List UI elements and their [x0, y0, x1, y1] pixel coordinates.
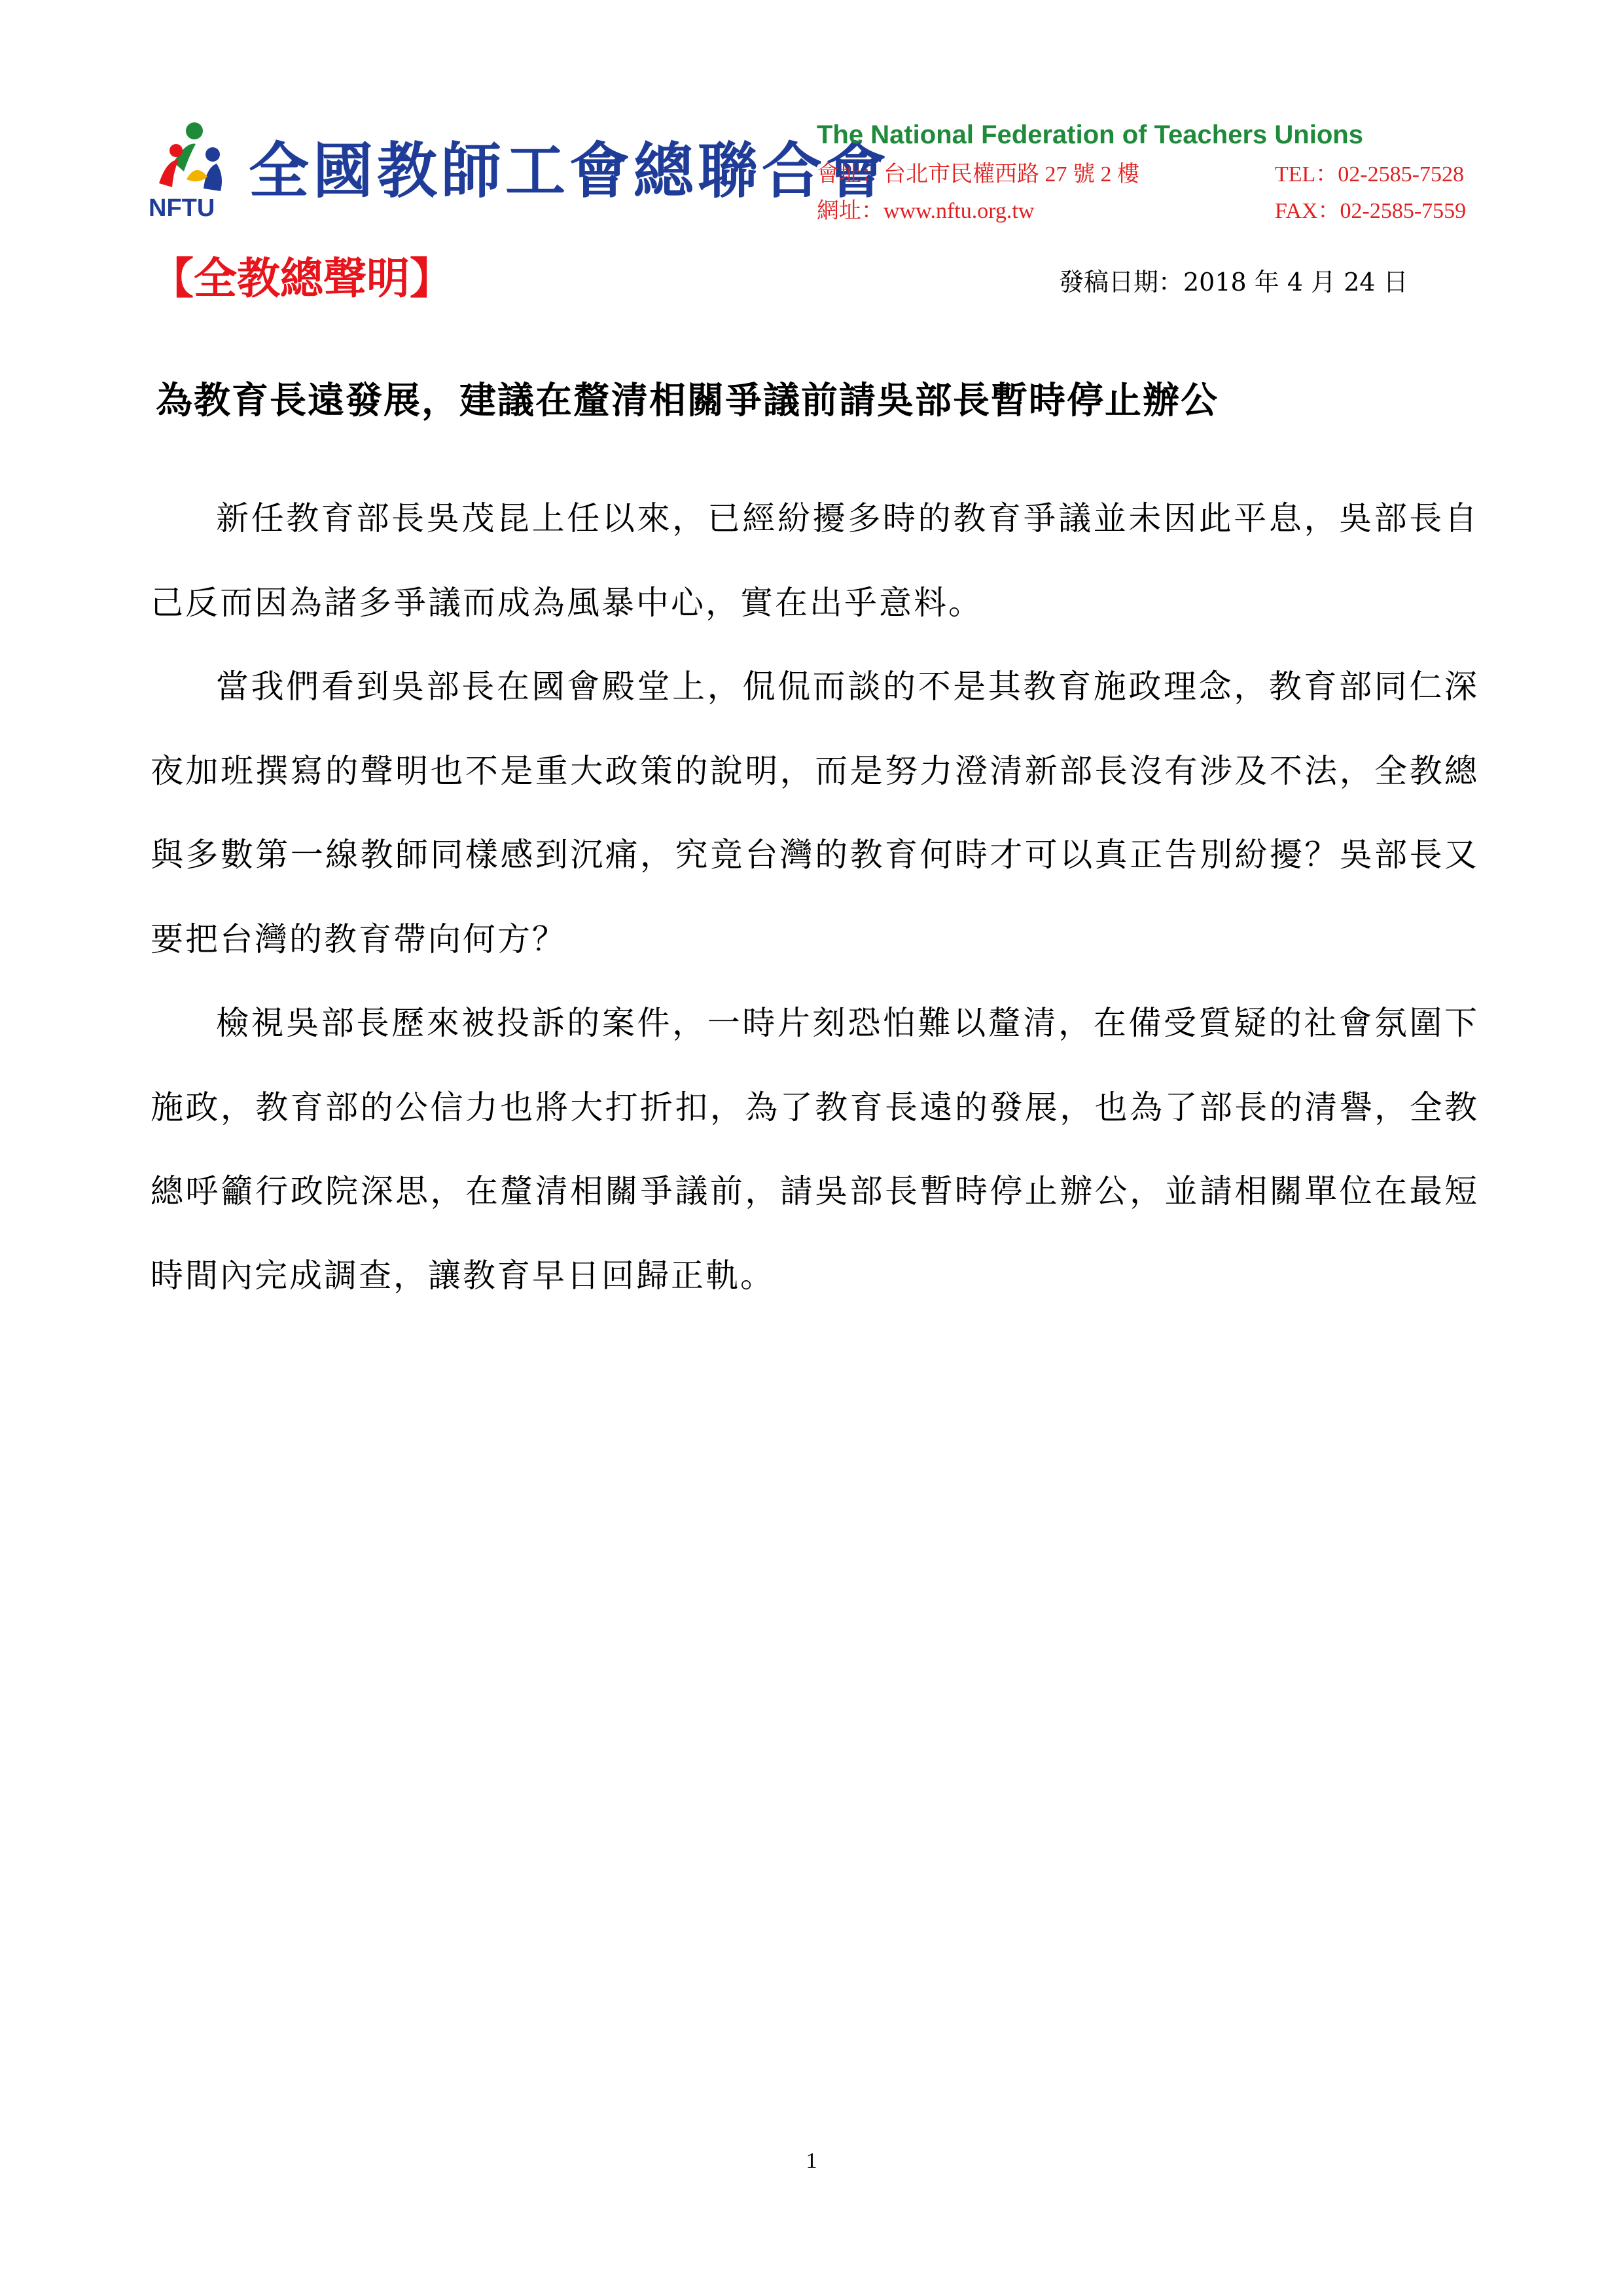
logo-abbr: NFTU: [149, 194, 215, 221]
document-title: 為教育長遠發展，建議在釐清相關爭議前請吳部長暫時停止辦公: [156, 379, 1219, 422]
nftu-logo: [147, 117, 245, 221]
paragraph: 檢視吳部長歷來被投訴的案件，一時片刻恐怕難以釐清，在備受質疑的社會氛圍下施政，教育部的公信力也將大打折扣，為了教育長遠的發展，也為了部長的清譽，全教總呼籲行政院深思，在釐清相關爭議前，請吳部長暫時停止辦公，並請相關單位在最短時間內完成調查，讓教育早日回歸正軌。: [151, 1004, 1479, 1295]
paragraph: 當我們看到吳部長在國會殿堂上，侃侃而談的不是其教育施政理念，教育部同仁深夜加班撰寫的聲明也不是重大政策的說明，而是努力澄清新部長沒有涉及不法，全教總與多數第一線教師同樣感到沉痛，究竟台灣的教育何時才可以真正告別紛擾？吳部長又要把台灣的教育帶向何方？: [151, 668, 1479, 958]
address: 會址：台北市民權西路 27 號 2 樓: [817, 162, 1139, 187]
organization-name-chinese: 全國教師工會總聯合會: [249, 135, 891, 206]
page-number: 1: [806, 2149, 817, 2173]
organization-name-english: The National Federation of Teachers Unions: [817, 120, 1363, 149]
release-date: 發稿日期：2018 年 4 月 24 日: [1059, 268, 1408, 296]
statement-label: 【全教總聲明】: [151, 253, 453, 304]
paragraph: 新任教育部長吳茂昆上任以來，已經紛擾多時的教育爭議並未因此平息，吳部長自己反而因為諸多爭議而成為風暴中心，實在出乎意料。: [151, 499, 1479, 622]
nftu-logo-icon: [147, 117, 245, 221]
website: 網址：www.nftu.org.tw: [817, 199, 1035, 223]
telephone: TEL：02-2585-7528: [1275, 162, 1464, 187]
fax-number: FAX：02-2585-7559: [1275, 199, 1467, 223]
statement-body: [151, 476, 1479, 1318]
